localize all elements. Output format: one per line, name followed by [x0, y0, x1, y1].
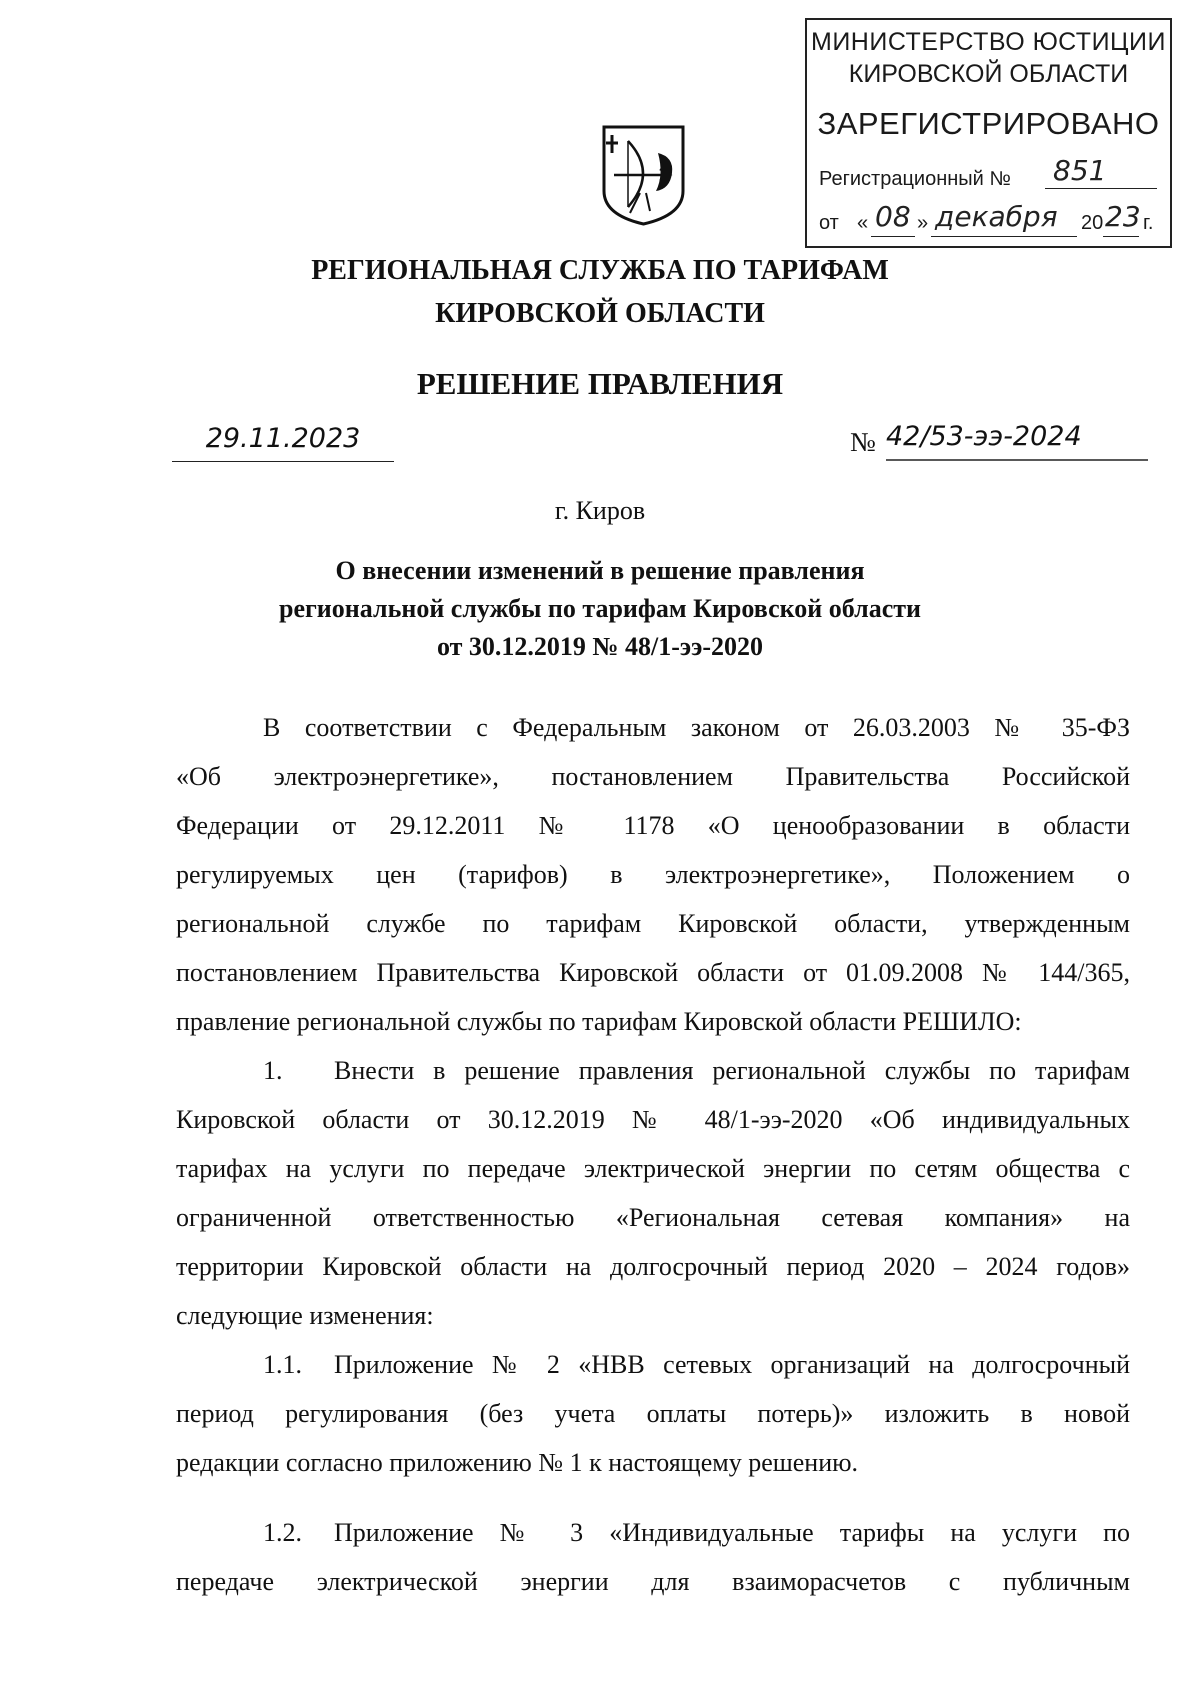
item-1-1-line: редакции согласно приложению № 1 к настоящему решению. [176, 1448, 859, 1477]
item-1-line: Кировской области от 30.12.2019 № 48/1-ээ-2020 «Об индивидуальных [176, 1105, 1130, 1134]
city: г. Киров [554, 496, 646, 525]
stamp-year-unit: г. [1143, 212, 1154, 234]
stamp-region: КИРОВСКОЙ ОБЛАСТИ [848, 60, 1129, 88]
stamp-date-row [819, 200, 1164, 242]
preamble-line: В соответствии с Федеральным законом от 26.03.2003 № 35-ФЗ [263, 713, 1130, 742]
preamble-line: постановлением Правительства Кировской области от 01.09.2008 № 144/365, [176, 958, 1130, 987]
item-1-number: 1. [263, 1056, 283, 1085]
item-1-1-number: 1.1. [263, 1350, 302, 1379]
org-name-line2: КИРОВСКОЙ ОБЛАСТИ [435, 298, 765, 329]
item-1-text: Внести в решение правления региональной службы по тарифам [334, 1056, 1130, 1085]
stamp-reg-label: Регистрационный № [819, 168, 1011, 190]
org-name-line1: РЕГИОНАЛЬНАЯ СЛУЖБА ПО ТАРИФАМ [311, 255, 889, 286]
preamble-line: Федерации от 29.12.2011 № 1178 «О ценообразовании в области [176, 811, 1130, 840]
stamp-year-suffix: 23 [1105, 200, 1141, 233]
stamp-year-prefix: 20 [1081, 212, 1104, 234]
item-1-1-first-line [263, 1350, 1130, 1380]
item-1-line: следующие изменения: [176, 1301, 434, 1330]
item-1-first-line [263, 1056, 1130, 1086]
decision-date: 29.11.2023 [172, 423, 394, 462]
item-1-2-text: Приложение № 3 «Индивидуальные тарифы на услуги по [334, 1518, 1130, 1547]
item-1-line: территории Кировской области на долгосрочный период 2020 – 2024 годов» [176, 1252, 1130, 1281]
registration-stamp [805, 18, 1172, 248]
item-1-2-number: 1.2. [263, 1518, 302, 1547]
stamp-close-quote: » [917, 212, 929, 234]
subject-line2: региональной службы по тарифам Кировской области [279, 594, 921, 623]
item-1-1-line: период регулирования (без учета оплаты потерь)» изложить в новой [176, 1399, 1130, 1428]
stamp-title: ЗАРЕГИСТРИРОВАНО [817, 106, 1160, 141]
item-1-line: ограниченной ответственностью «Региональная сетевая компания» на [176, 1203, 1130, 1232]
stamp-day: 08 [875, 200, 911, 233]
document-type: РЕШЕНИЕ ПРАВЛЕНИЯ [416, 366, 784, 401]
preamble-line: «Об электроэнергетике», постановлением Правительства Российской [176, 762, 1130, 791]
decision-number-label: № [850, 427, 876, 457]
preamble-line: региональной службе по тарифам Кировской области, утвержденным [176, 909, 1130, 938]
coat-of-arms-icon [600, 123, 687, 228]
stamp-from-label: от [819, 212, 839, 234]
item-1-2-first-line [263, 1518, 1130, 1548]
decision-number: 42/53-ээ-2024 [886, 421, 1082, 452]
preamble-line: правление региональной службы по тарифам Кировской области РЕШИЛО: [176, 1007, 1022, 1036]
stamp-reg-number: 851 [1053, 154, 1107, 187]
item-1-2-line: передаче электрической энергии для взаиморасчетов с публичным [176, 1567, 1130, 1596]
item-1-1-text: Приложение № 2 «НВВ сетевых организаций на долгосрочный [334, 1350, 1130, 1379]
stamp-reg-number-field [1045, 154, 1157, 189]
preamble-line: регулируемых цен (тарифов) в электроэнергетике», Положением о [176, 860, 1130, 889]
stamp-ministry: МИНИСТЕРСТВО ЮСТИЦИИ [811, 28, 1166, 56]
subject-line1: О внесении изменений в решение правления [335, 556, 865, 585]
subject-line3: от 30.12.2019 № 48/1-ээ-2020 [436, 632, 764, 661]
decision-number-underline [886, 458, 1148, 462]
stamp-month: декабря [935, 200, 1058, 233]
stamp-open-quote: « [857, 212, 869, 234]
item-1-line: тарифах на услуги по передаче электрической энергии по сетям общества с [176, 1154, 1130, 1183]
